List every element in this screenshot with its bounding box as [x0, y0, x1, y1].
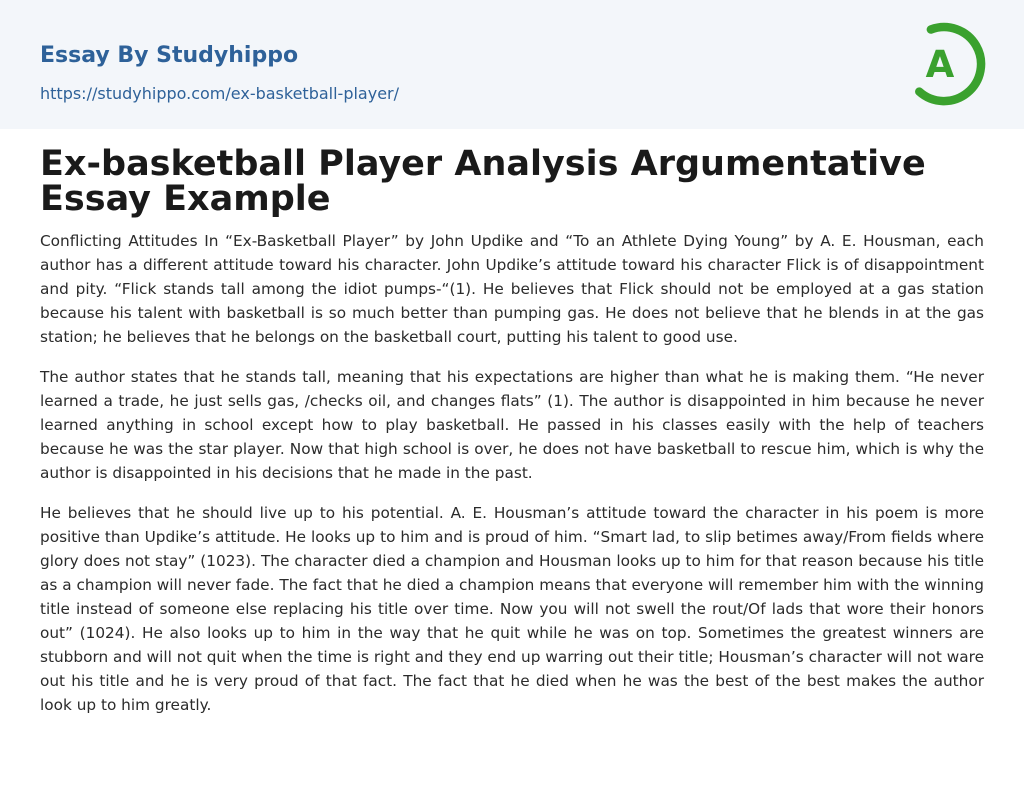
article	[40, 144, 984, 717]
source-url-link[interactable]: https://studyhippo.com/ex-basketball-player/	[40, 84, 400, 103]
logo-letter: A	[925, 43, 955, 86]
essay-paragraph-1: Conflicting Attitudes In “Ex-Basketball Player” by John Updike and “To an Athlete Dying Young” by A. E. Housman, each author has a different attitude toward his character. John Updike’s attitude toward his character Flick is of disappointment and pity. “Flick stands tall among the idiot pumps-“(1). He believes that Flick should not be employed at a gas station because his talent with basketball is so much better than pumping gas. He does not believe that he blends in at the gas station; he believes that he belongs on the basketball court, putting his talent to good use.	[40, 232, 984, 346]
page-title: Ex-basketball Player Analysis Argumentative Essay Example	[40, 144, 926, 219]
essay-paragraph-3: He believes that he should live up to his potential. A. E. Housman’s attitude toward the character in his poem is more positive than Updike’s attitude. He looks up to him and is proud of him. “Smart lad, to slip betimes away/From fields where glory does not stay” (1023). The character died a champion and Housman looks up to him for that reason because his title as a champion will never fade. The fact that he died a champion means that everyone will remember him with the winning title instead of someone else replacing his title over time. Now you will not swell the rout/Of lads that wore their honors out” (1024). He also looks up to him in the way that he quit while he was on top. Sometimes the greatest winners are stubborn and will not quit when the time is right and they end up warring out their title; Housman’s character will not ware out his title and he is very proud of that fact. The fact that he died when he was the best of the best makes the author look up to him greatly.	[40, 504, 984, 714]
studyhippo-logo-icon[interactable]	[912, 20, 986, 106]
site-title[interactable]: Essay By Studyhippo	[40, 43, 299, 68]
essay-paragraph-2: The author states that he stands tall, meaning that his expectations are higher than what he is making them. “He never learned a trade, he just sells gas, /checks oil, and changes flats” (1). The author is disappointed in him because he never learned anything in school except how to play basketball. He passed in his classes easily with the help of teachers because he was the star player. Now that high school is over, he does not have basketball to rescue him, which is why the author is disappointed in his decisions that he made in the past.	[40, 368, 984, 482]
site-header	[0, 0, 1024, 129]
